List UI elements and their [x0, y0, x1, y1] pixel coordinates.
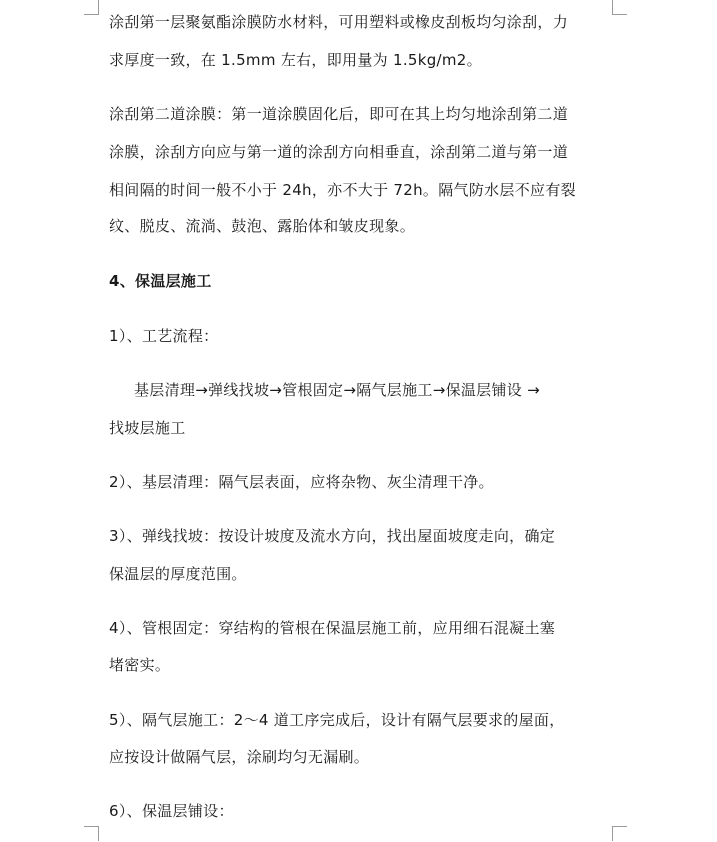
step-line: 1）、工艺流程： [109, 327, 219, 345]
step-line: 5）、隔气层施工：2～4 道工序完成后，设计有隔气层要求的屋面， [109, 711, 565, 729]
paragraph-line: 涂刮第一层聚氨酯涂膜防水材料，可用塑料或橡皮刮板均匀涂刮，力 [109, 13, 569, 31]
paragraph-line: 涂刮第二道涂膜：第一道涂膜固化后，即可在其上均匀地涂刮第二道 [109, 105, 569, 123]
paragraph-line: 相间隔的时间一般不小于 24h，亦不大于 72h。隔气防水层不应有裂 [109, 181, 576, 199]
paragraph-line: 涂膜，涂刮方向应与第一道的涂刮方向相垂直，涂刮第二道与第一道 [109, 143, 569, 161]
step-line: 6）、保温层铺设： [109, 802, 234, 820]
page-corner-mark [612, 0, 627, 15]
flow-line: 基层清理→弹线找坡→管根固定→隔气层施工→保温层铺设 → [134, 381, 541, 399]
flow-line: 找坡层施工 [109, 419, 186, 437]
step-line: 保温层的厚度范围。 [109, 565, 247, 583]
page-corner-mark [84, 0, 99, 15]
step-line: 堵密实。 [109, 656, 171, 674]
paragraph-line: 纹、脱皮、流淌、鼓泡、露胎体和皱皮现象。 [109, 217, 416, 235]
step-line: 4）、管根固定：穿结构的管根在保温层施工前，应用细石混凝土塞 [109, 619, 556, 637]
step-line: 3）、弹线找坡：按设计坡度及流水方向，找出屋面坡度走向，确定 [109, 527, 556, 545]
page-corner-mark [84, 826, 99, 841]
step-line: 2）、基层清理：隔气层表面，应将杂物、灰尘清理干净。 [109, 473, 494, 491]
section-heading: 4、保温层施工 [109, 272, 212, 290]
paragraph-line: 求厚度一致，在 1.5mm 左右，即用量为 1.5kg/m2。 [109, 51, 482, 69]
step-line: 应按设计做隔气层，涂刷均匀无漏刷。 [109, 748, 370, 766]
page-corner-mark [612, 826, 627, 841]
